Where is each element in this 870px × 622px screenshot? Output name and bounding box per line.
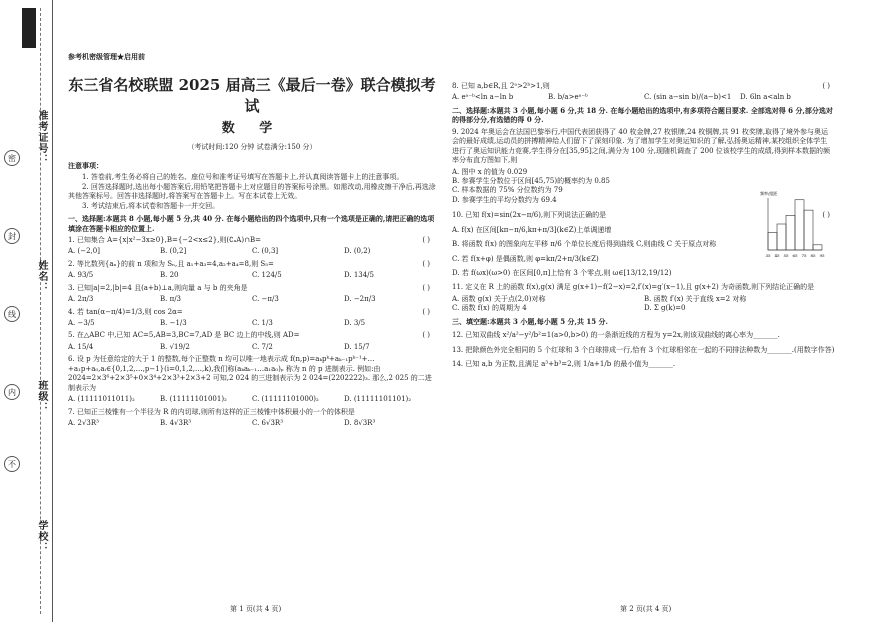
- question-11-options: A. 函数 g(x) 关于点(2,0)对称 B. 函数 f′(x) 关于直线 x=2 对称 C. 函数 f(x) 的周期为 4 D. Σ g(k)=0: [452, 294, 747, 313]
- question-8: 8. 已知 a,b∈R,且 2ᵃ>2ᵇ>1,则 ( ): [452, 82, 830, 90]
- exam-meta: （考试时间:120 分钟 试卷满分:150 分）: [187, 143, 317, 152]
- question-8-options: A. eᵃ⁻ᵇ<ln a−ln b B. b/a>eᵃ⁻ᵇ C. (sin a−sin b)/(a−b)<1 D. 6ln a<aln b: [452, 93, 791, 102]
- frequency-histogram: [760, 190, 830, 260]
- question-7: 7. 已知正三棱锥有一个半径为 R 的内切球,则所有这样的正三棱锥中体积最小的一个的体积是: [68, 407, 355, 416]
- histogram-bar: [795, 200, 804, 250]
- seal-char: 封: [4, 228, 20, 244]
- histogram-tick-label: 95: [819, 253, 825, 258]
- class-label: 班级：: [36, 380, 47, 413]
- page-2-footer: 第 2 页(共 4 页): [620, 605, 672, 613]
- question-1: 1. 已知集合 A={x|x²−3x≥0},B={−2<x≤2},则(∁ₐA)∩B= ( ): [68, 235, 430, 244]
- page-1-footer: 第 1 页(共 4 页): [230, 605, 282, 613]
- question-6-options: A. (11111011011)₂ B. (11111101001)₂ C. (11111101000)₂ D. (11111101101)₂: [68, 395, 412, 404]
- histogram-tick-label: 55: [783, 253, 789, 258]
- question-3: 3. 已知|a|=2,|b|=4 且(a+b)⊥a,则向量 a 与 b 的夹角是 ( ): [68, 283, 430, 292]
- note-item: 1. 答卷前,考生务必将自己的姓名、座位号和准考证号填写在答题卡上,并认真阅读答题卡上的注意事项。: [82, 173, 404, 182]
- histogram-tick-label: 35: [765, 253, 771, 258]
- school-label: 学校：: [36, 520, 47, 553]
- histogram-bar: [786, 215, 795, 250]
- histogram-bar: [768, 233, 777, 250]
- question-11: 11. 定义在 R 上的函数 f(x),g(x) 满足 g(x+1)−f(2−x)=2,f′(x)=g′(x−1),且 g(x+2) 为奇函数,则下列结论正确的是: [452, 283, 815, 292]
- question-5-options: A. 15/4 B. √19/2 C. 7/2 D. 15/7: [68, 342, 370, 351]
- question-6: 6. 设 p 为任意给定的大于 1 的整数,每个正整数 n 均可以唯一地表示成 f(n,p)=aₖpᵏ+aₖ₋₁pᵏ⁻¹+…+a₁p+a₀,aᵢ∈{0,1,2,…,p−1}(i=0,1,2,…,k),我们称(aₖaₖ₋₁…a₁a₀)ₚ 称为 n 的 p 进制表示. 例如:由 2024=2×3⁶+2×3⁵+0×3⁴+2×3³+2×3+2 可知,2 024 的三进制表示为 2 024=(2202222)₃. 那么,2 025 的二进制表示为: [68, 355, 432, 392]
- histogram-tick-label: 65: [792, 253, 798, 258]
- seal-char: 内: [4, 384, 20, 400]
- question-9-options: A. 图中 x 的值为 0.029 B. 参赛学生分数位于区间[45,75)的概率约为 0.85 C. 样本数据的 75% 分位数约为 79 D. 参赛学生的平均分数约为 69.4: [452, 167, 610, 204]
- histogram-tick-label: 85: [810, 253, 816, 258]
- question-9: 9. 2024 年奥运会在法国巴黎举行,中国代表团获得了 40 枚金牌,27 枚银牌,24 枚铜牌,共 91 枚奖牌,取得了境外参与奥运会的最好成绩,运动员的拼搏精神给人们留下了深刻印象. 为了增加学生对奥运知识的了解,弘扬奥运精神,某校组织全体学生进行了奥运知识能力竞赛,学生得分在[35,95]之间,满分为 100 分,现随机调查了 200 位该校学生的成绩,得到样本数据的频率分布直方图如下,则: [452, 127, 831, 165]
- histogram-bar: [804, 210, 813, 250]
- exam-title: 东三省名校联盟 2025 届高三《最后一卷》联合模拟考试: [68, 76, 436, 115]
- note-item: 3. 考试结束后,将本试卷和答题卡一并交回。: [82, 201, 220, 210]
- section-3-heading: 三、填空题:本题共 3 小题,每小题 5 分,共 15 分.: [452, 316, 608, 326]
- seal-char: 不: [4, 456, 20, 472]
- histogram-bar: [777, 224, 786, 250]
- strip-mark: [22, 8, 36, 48]
- note-item: 2. 回答选择题时,选出每小题答案后,用铅笔把答题卡上对应题目的答案标号涂黑。如需改动,用橡皮擦干净后,再选涂其他答案标号。回答非选择题时,将答案写在答题卡上。写在本试卷上无效。: [68, 182, 436, 201]
- question-2-options: A. 93/5 B. 20 C. 124/5 D. 134/5: [68, 271, 374, 280]
- section-1-heading: 一、选择题:本题共 8 小题,每小题 5 分,共 40 分. 在每小题给出的四个选项中,只有一个选项是正确的,请把正确的选项填涂在答题卡相应的位置上.: [68, 214, 435, 233]
- histogram-tick-label: 75: [801, 253, 807, 258]
- question-10: 10. 已知 f(x)=sin(2x−π/6),则下列说法正确的是 ( ): [452, 211, 830, 220]
- question-4-options: A. −3/5 B. −1/3 C. 1/3 D. 3/5: [68, 319, 366, 328]
- page-1: [68, 52, 436, 431]
- binding-strip: [0, 0, 53, 622]
- section-2-heading: 二、选择题:本题共 3 小题,每小题 6 分,共 18 分. 在每小题给出的选项中,有多项符合题目要求. 全部选对得 6 分,部分选对的得部分分,有选错的得 0 分.: [452, 105, 833, 125]
- seal-char: 密: [4, 150, 20, 166]
- question-14: 14. 已知 a,b 为正数,且满足 a³+b³=2,则 1/a+1/b 的最小值为_______.: [452, 360, 676, 369]
- question-1-options: A. (−2,0] B. (0,2] C. (0,3] D. (0,2): [68, 247, 371, 256]
- seal-char: 线: [4, 306, 20, 322]
- histogram-title: 频率/组距: [760, 191, 778, 196]
- question-4: 4. 若 tan(α−π/4)=1/3,则 cos 2α= ( ): [68, 307, 430, 316]
- question-10-options: A. f(x) 在区间[kπ−π/6,kπ+π/3](k∈Z)上单调递增 B. 将函数 f(x) 的图象向左平移 π/6 个单位长度后得到曲线 C,则曲线 C 关于原点对称 C. 若 f(x+φ) 是偶函数,则 φ=kπ/2+π/3(k∈Z) D. 若 f(ωx)(ω>0) 在区间[0,π]上恰有 3 个零点,则 ω∈[13/12,19/12): [452, 225, 717, 277]
- question-5: 5. 在△ABC 中,已知 AC=5,AB=3,BC=7,AD 是 BC 边上的中线,则 AD= ( ): [68, 331, 430, 340]
- question-2: 2. 等比数列{aₙ}的前 n 项和为 Sₙ,且 a₁+a₃=4,a₂+a₄=8,则 S₅= ( ): [68, 259, 430, 268]
- name-label: 姓名：: [36, 260, 47, 293]
- confidential-header: 参考机密级管理★启用前: [68, 52, 145, 61]
- exam-number-label: 准考证号：: [36, 110, 47, 165]
- question-13: 13. 把除颜色外完全相同的 5 个红球和 3 个白球排成一行,恰有 3 个红球相邻在一起的不同排法种数为_______.(用数字作答): [452, 345, 835, 354]
- subject-title: 数 学: [221, 120, 283, 136]
- question-7-options: A. 2√3R³ B. 4√3R³ C. 6√3R³ D. 8√3R³: [68, 418, 376, 427]
- notes-title: 注意事项：: [68, 160, 103, 170]
- histogram-bar: [813, 245, 822, 250]
- question-12: 12. 已知双曲线 x²/a²−y²/b²=1(a>0,b>0) 的一条渐近线的方程为 y=2x,则该双曲线的离心率为_______.: [452, 331, 780, 340]
- question-3-options: A. 2π/3 B. π/3 C. −π/3 D. −2π/3: [68, 295, 376, 304]
- histogram-tick-label: 45: [774, 253, 780, 258]
